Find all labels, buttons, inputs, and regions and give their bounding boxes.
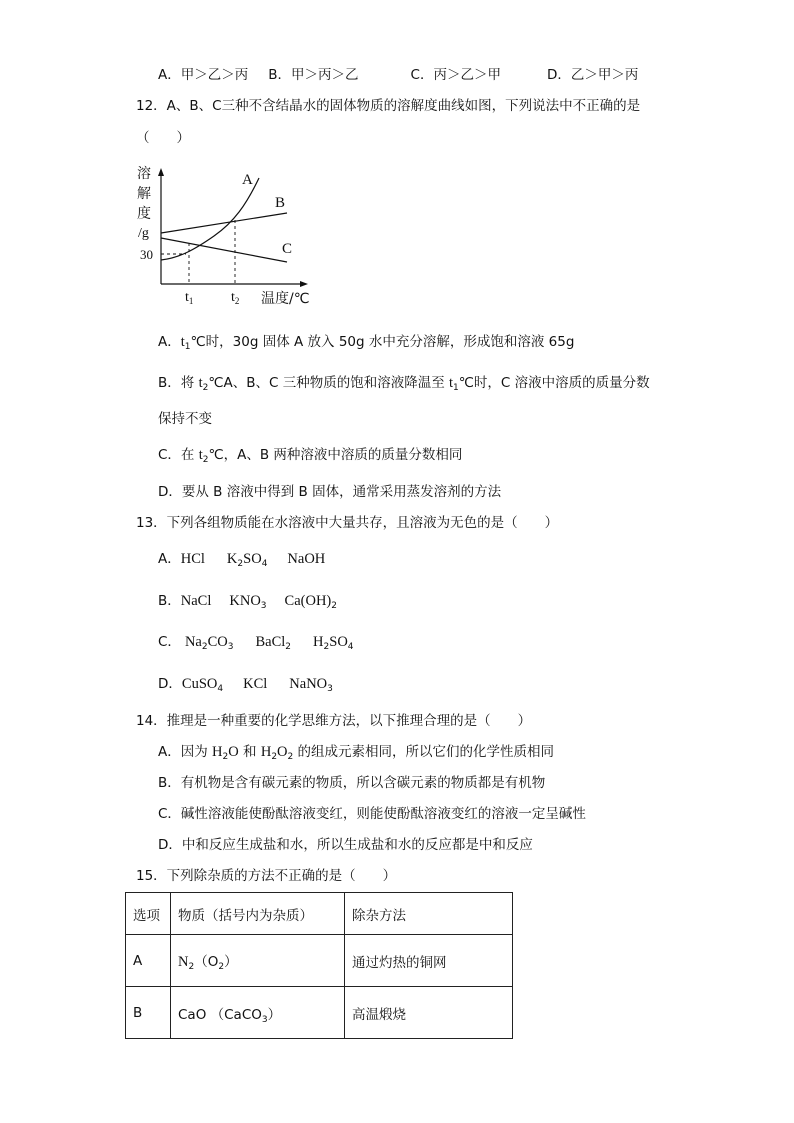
- y-unit: /g: [138, 226, 149, 241]
- q14-option-b: B．有机物是含有碳元素的物质，所以含碳元素的物质都是有机物: [158, 775, 546, 791]
- q14-stem: 14．推理是一种重要的化学思维方法，以下推理合理的是（ ）: [136, 713, 532, 729]
- q13-option-c: C． $Na_2CO_3$ BaCl$_2$ $H_2SO_4$: [158, 634, 354, 652]
- q12-option-c: C．在 $t_2℃$，A、B 两种溶液中溶质的质量分数相同: [158, 447, 463, 465]
- curve-label-a: A: [242, 172, 253, 188]
- y-label-char-1: 溶: [137, 167, 151, 182]
- q11-options: [158, 66, 638, 84]
- curve-c: [161, 238, 287, 262]
- table-header-row: [126, 893, 513, 935]
- y-label-char-2: 解: [137, 187, 151, 202]
- curve-b: [161, 213, 287, 233]
- q11-option-c: C．丙＞乙＞甲: [410, 67, 501, 83]
- q12-option-d: D．要从 B 溶液中得到 B 固体，通常采用蒸发溶剂的方法: [158, 484, 502, 500]
- row-b-option: B: [126, 987, 171, 1039]
- q12-option-a: A．$t_1℃$时，30g 固体 A 放入 50g 水中充分溶解，形成饱和溶液 65g: [158, 334, 575, 352]
- q12-option-b: B．将 $t_2℃A$、B、C 三种物质的饱和溶液降温至 $t_1℃$时，C 溶液中溶质的质量分数: [158, 375, 650, 393]
- curve-label-b: B: [275, 195, 286, 211]
- header-method: 除杂方法: [345, 893, 513, 935]
- q15-stem: 15．下列除杂质的方法不正确的是（ ）: [136, 868, 397, 884]
- solubility-graph: [134, 160, 324, 310]
- q14-option-d: D．中和反应生成盐和水，所以生成盐和水的反应都是中和反应: [158, 837, 533, 853]
- x-tick-t1: $t_1$: [185, 290, 194, 306]
- header-substance: 物质（括号内为杂质）: [171, 893, 345, 935]
- x-tick-t2: $t_2$: [231, 290, 240, 306]
- table-row: [126, 987, 513, 1039]
- q13-option-b: B．NaCl $KNO_3$ $Ca(OH)_2$: [158, 593, 337, 611]
- q13-stem: 13．下列各组物质能在水溶液中大量共存，且溶液为无色的是（ ）: [136, 515, 559, 531]
- table-row: [126, 935, 513, 987]
- q11-option-d: D．乙＞甲＞丙: [546, 67, 639, 83]
- y-label-char-3: 度: [137, 207, 151, 222]
- q13-option-a: A．HCl $K_2SO_4$ NaOH: [158, 551, 326, 569]
- y-axis-arrow-icon: [158, 168, 164, 176]
- row-a-method: 通过灼热的铜网: [345, 935, 513, 987]
- q12-stem: 12．A、B、C三种不含结晶水的固体物质的溶解度曲线如图，下列说法中不正确的是: [136, 98, 641, 114]
- row-a-option: A: [126, 935, 171, 987]
- q15-table: [125, 892, 513, 1039]
- x-axis-label: 温度/℃: [261, 291, 310, 307]
- x-axis-arrow-icon: [300, 281, 308, 287]
- q11-option-a: A．甲＞乙＞丙: [158, 67, 249, 83]
- q14-option-c: C．碱性溶液能使酚酞溶液变红，则能使酚酞溶液变红的溶液一定呈碱性: [158, 806, 586, 822]
- header-option: 选项: [126, 893, 171, 935]
- q12-option-b-cont: 保持不变: [158, 411, 212, 427]
- y-tick-30: 30: [140, 247, 153, 262]
- row-a-substance: $N_2(O_2)$: [171, 935, 345, 987]
- curve-label-c: C: [282, 241, 293, 257]
- q11-option-b: B．甲＞丙＞乙: [268, 67, 359, 83]
- row-b-method: 高温煅烧: [345, 987, 513, 1039]
- q14-option-a: A．因为 $H_2O$ 和 $H_2O_2$ 的组成元素相同，所以它们的化学性质相同: [158, 744, 555, 762]
- q12-paren: （ ）: [136, 130, 190, 146]
- q13-option-d: D．CuSO$_4$ KCl NaNO$_3$: [158, 676, 333, 694]
- row-b-substance: CaO （CaCO$_3$）: [171, 987, 345, 1039]
